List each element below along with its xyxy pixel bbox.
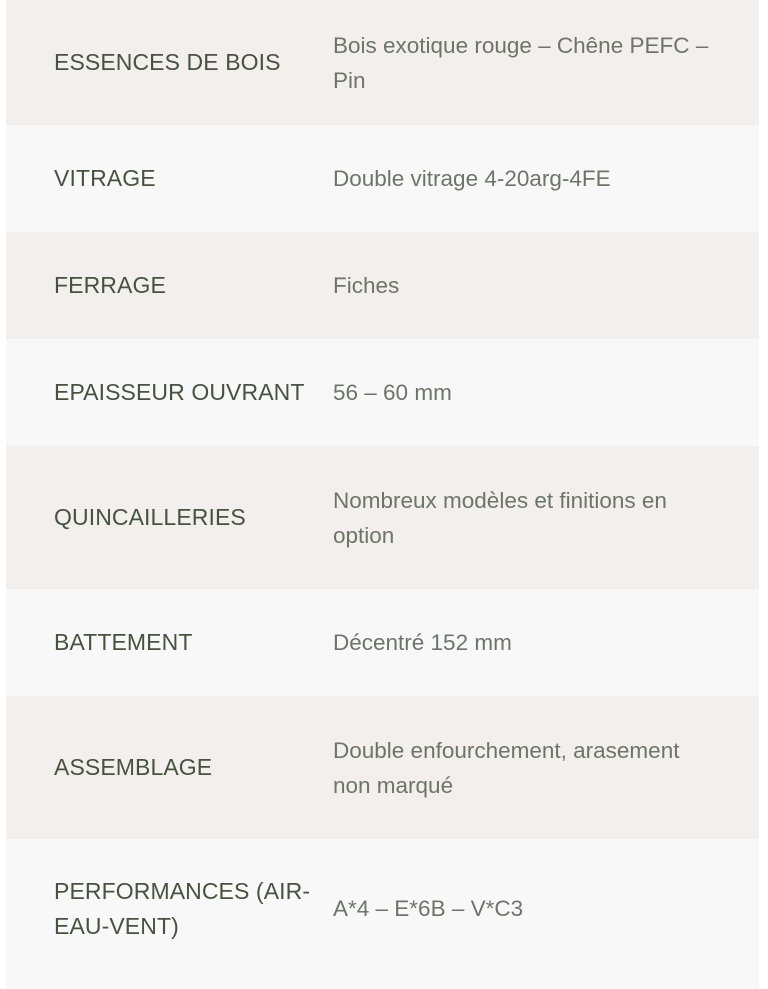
- spec-row-performances: [6, 839, 759, 989]
- spec-row-quincailleries: [6, 446, 759, 589]
- spec-value: Bois exotique rouge – Chêne PEFC – Pin: [333, 32, 709, 93]
- spec-value: Double vitrage 4-20arg-4FE: [333, 166, 611, 191]
- spec-row-vitrage: [6, 125, 759, 232]
- spec-value: Décentré 152 mm: [333, 630, 512, 655]
- spec-label: EPAISSEUR OUVRANT: [54, 379, 305, 405]
- spec-value: 56 – 60 mm: [333, 380, 452, 405]
- spec-value: Nombreux modèles et finitions en option: [333, 487, 667, 548]
- spec-label: ASSEMBLAGE: [54, 754, 213, 780]
- spec-value: Fiches: [333, 273, 400, 298]
- spec-label: ESSENCES DE BOIS: [54, 49, 281, 75]
- spec-label: BATTEMENT: [54, 629, 193, 655]
- spec-row-battement: [6, 589, 759, 696]
- spec-label: PERFORMANCES (AIR-EAU-VENT): [54, 878, 311, 939]
- spec-row-assemblage: [6, 696, 759, 839]
- spec-row-ferrage: [6, 232, 759, 339]
- spec-row-epaisseur-ouvrant: [6, 339, 759, 446]
- spec-label: QUINCAILLERIES: [54, 504, 246, 530]
- spec-label: FERRAGE: [54, 272, 166, 298]
- spec-value: A*4 – E*6B – V*C3: [333, 896, 524, 921]
- spec-label: VITRAGE: [54, 165, 156, 191]
- spec-value: Double enfourchement, arasement non marqué: [333, 737, 680, 798]
- spec-row-essences-de-bois: [6, 0, 759, 125]
- specifications-table: [6, 0, 759, 989]
